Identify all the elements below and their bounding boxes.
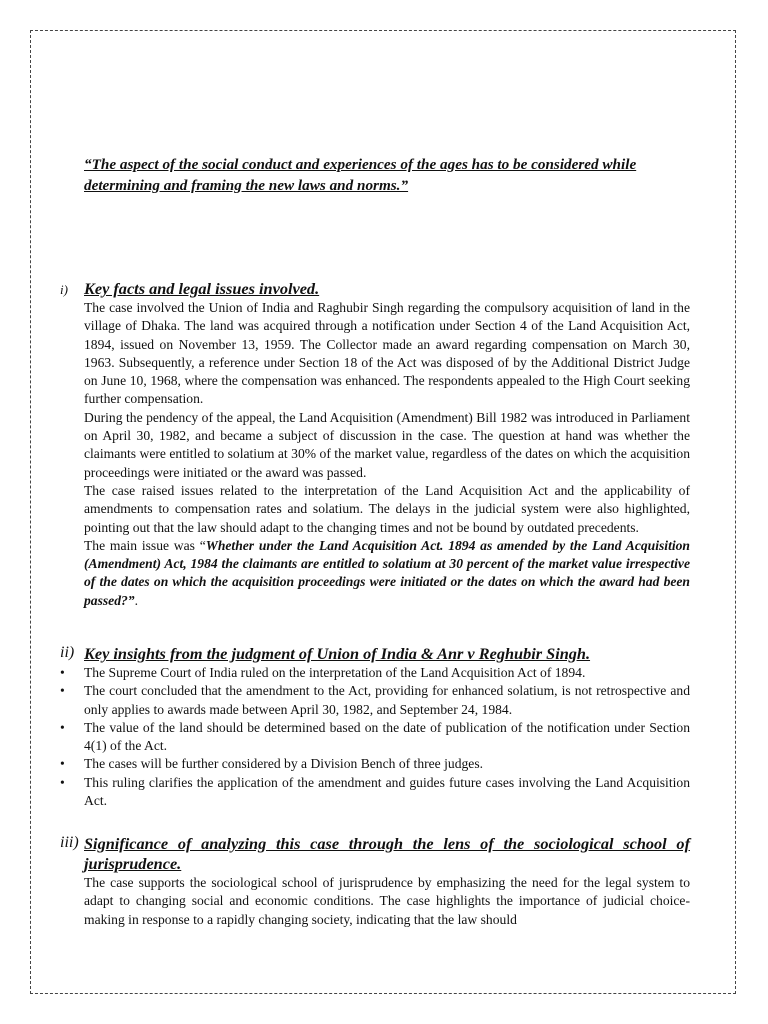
list-item: • The cases will be further considered by a Division Bench of three judges. — [60, 755, 690, 773]
paragraph: The case supports the sociological school of jurisprudence by emphasizing the need for the legal system to adapt to changing social and economic conditions. The case highlights the importance of judicial choice-making in response to a rapidly changing society, indicating that the law should — [84, 875, 690, 927]
insights-list — [60, 664, 690, 810]
section-number: ii) — [60, 644, 75, 661]
bullet-icon: • — [60, 719, 65, 735]
section-body — [84, 874, 690, 929]
section-body — [84, 299, 690, 610]
section-significance — [60, 834, 690, 929]
list-item: • The Supreme Court of India ruled on the interpretation of the Land Acquisition Act of 1894. — [60, 664, 690, 682]
main-issue-question: Whether under the Land Acquisition Act. 1894 as amended by the Land Acquisition (Amendment) Act, 1984 the claimants are entitled to solatium at 30 percent of the market value irrespective of the dates on which the acquisition proceedings were initiated or the dates on which the award had been passed?” — [84, 537, 690, 608]
list-item: • The court concluded that the amendment to the Act, providing for enhanced solatium, is not retrospective and only applies to awards made between April 30, 1982, and September 24, 1984. — [60, 683, 690, 717]
bullet-icon: • — [60, 774, 65, 790]
opening-quote: “The aspect of the social conduct and experiences of the ages has to be considered while determining and framing the new laws and norms.” — [84, 156, 637, 194]
list-item: • This ruling clarifies the application of the amendment and guides future cases involving the Land Acquisition Act. — [60, 774, 690, 809]
bullet-icon: • — [60, 756, 65, 772]
section-key-insights — [60, 644, 690, 810]
section-number: iii) — [60, 834, 79, 851]
section-heading: Key insights from the judgment of Union of India & Anr v Reghubir Singh. — [84, 644, 591, 663]
main-issue-paragraph — [84, 537, 690, 610]
section-heading: Key facts and legal issues involved. — [84, 279, 320, 298]
paragraph: The case raised issues related to the interpretation of the Land Acquisition Act and the applicability of amendments to compensation rates and solatium. The delays in the judicial system were also highlighted, pointing out that the law should adapt to the changing times and not be bound by outdated precedents. — [84, 482, 690, 535]
paragraph: The case involved the Union of India and Raghubir Singh regarding the compulsory acquisition of land in the village of Dhaka. The land was acquired through a notification under Section 4 of the Land Acquisition Act, 1894, issued on November 13, 1959. The Collector made an award regarding compensation on March 30, 1963. Subsequently, a reference under Section 18 of the Act was disposed of by the Additional District Judge on June 10, 1968, where the compensation was enhanced. The respondents appealed to the High Court seeking further compensation. — [84, 300, 690, 407]
section-heading: Significance of analyzing this case through the lens of the sociological school of jurisprudence. — [84, 834, 690, 873]
main-issue-prefix: The main issue was “ — [84, 537, 206, 553]
section-key-facts — [60, 279, 690, 610]
list-item: • The value of the land should be determined based on the date of publication of the notification under Section 4(1) of the Act. — [60, 719, 690, 754]
bullet-icon: • — [60, 665, 65, 680]
paragraph: During the pendency of the appeal, the Land Acquisition (Amendment) Bill 1982 was introduced in Parliament on April 30, 1982, and became a subject of discussion in the case. The question at hand was whether the claimants were entitled to solatium at 30% of the market value, regardless of the dates on which the acquisition proceedings were initiated or the award was passed. — [84, 409, 690, 480]
section-number: i) — [60, 282, 68, 297]
main-issue-suffix: . — [134, 592, 139, 608]
bullet-icon: • — [60, 683, 65, 699]
